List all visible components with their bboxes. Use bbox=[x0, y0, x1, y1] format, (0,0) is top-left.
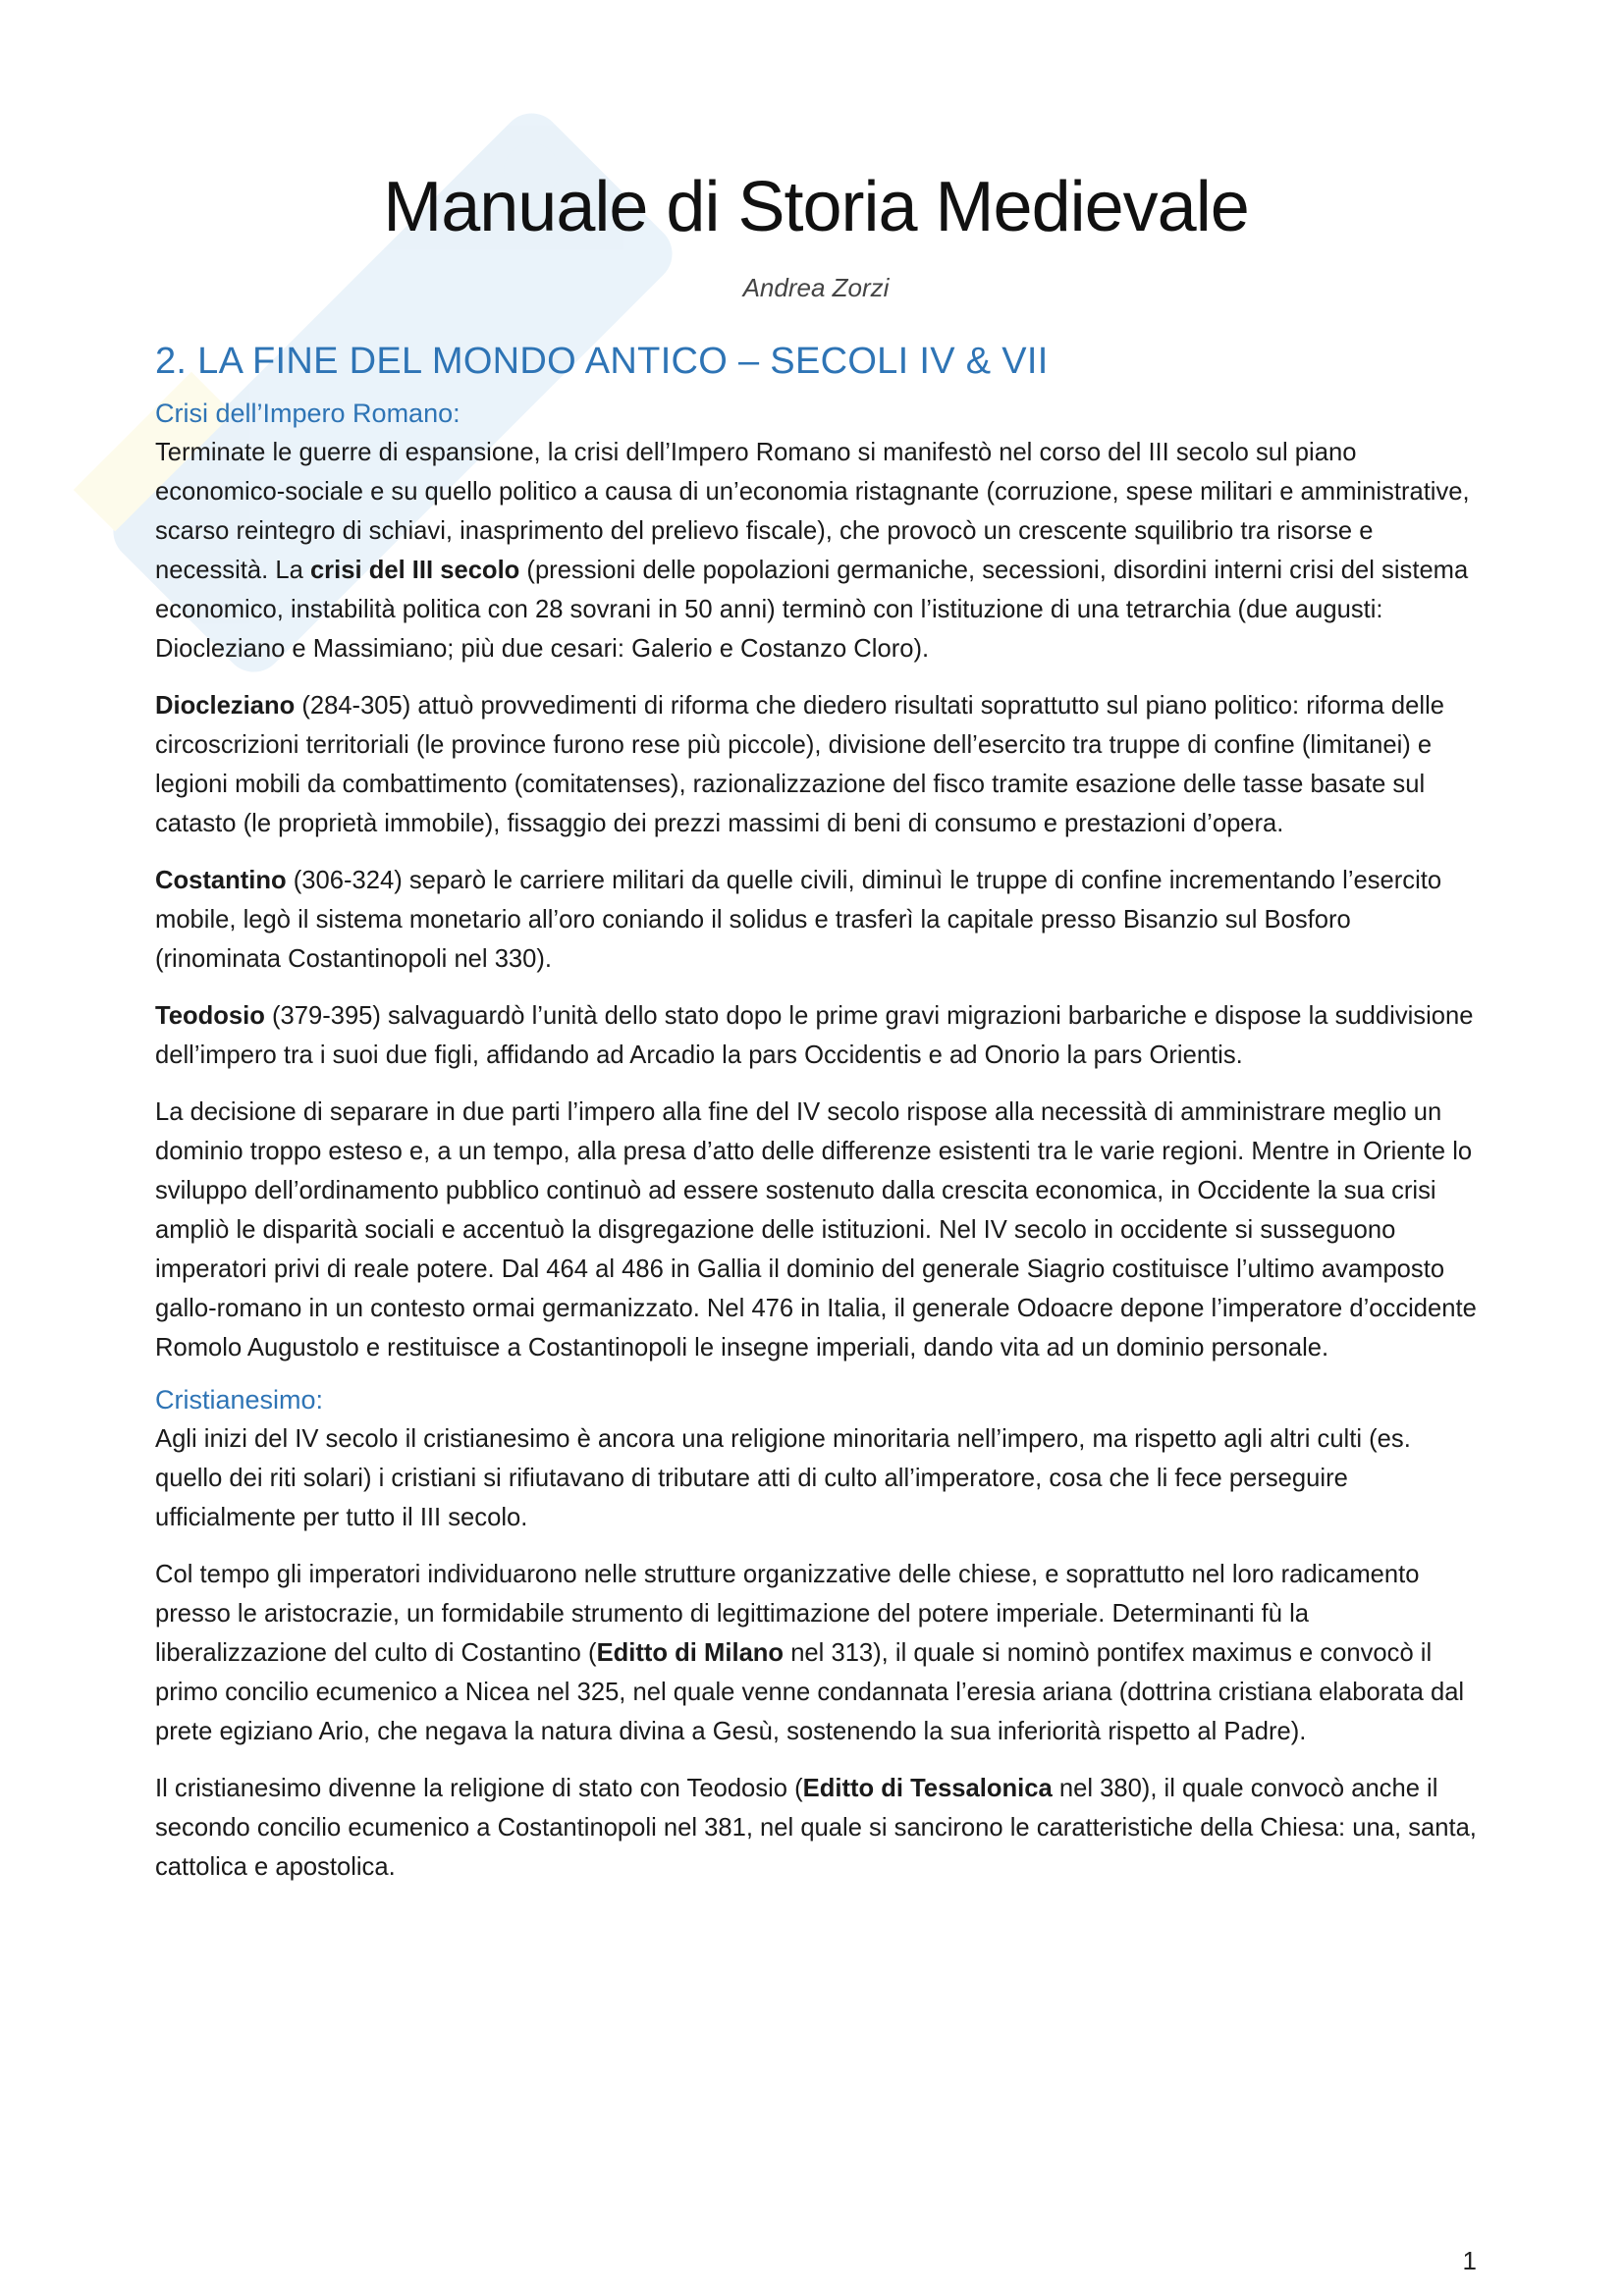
bold-term: Teodosio bbox=[155, 1002, 265, 1030]
section-heading: Cristianesimo: bbox=[155, 1385, 324, 1415]
paragraph: Costantino (306-324) separò le carriere militari da quelle civili, diminuì le truppe di confine incrementando l’esercito mobile, legò il sistema monetario all’oro coniando il solidus e trasferì la capitale presso Bisanzio sul Bosforo (rinominata Costantinopoli nel 330). bbox=[155, 867, 1442, 973]
bold-term: Editto di Milano bbox=[596, 1639, 785, 1667]
paragraph: Col tempo gli imperatori individuarono nelle strutture organizzative delle chiese, e soprattutto nel loro radicamento presso le aristocrazie, un formidabile strumento di legittimazione del potere imperiale. Determinanti fù la liberalizzazione del culto di Costantino (Editto di Milano nel 313), il quale si nominò pontifex maximus e convocò il primo concilio ecumenico a Nicea nel 325, nel quale venne condannata l’eresia ariana (dottrina cristiana elaborata dal prete egiziano Ario, che negava la natura divina a Gesù, sostenendo la sua inferiorità rispetto al Padre). bbox=[155, 1561, 1465, 1745]
document-body bbox=[155, 399, 1477, 1887]
paragraph: La decisione di separare in due parti l’impero alla fine del IV secolo rispose alla necessità di amministrare meglio un dominio troppo esteso e, a un tempo, alla presa d’atto delle differenze esistenti tra le varie regioni. Mentre in Oriente lo sviluppo dell’ordinamento pubblico continuò ad essere sostenuto dalla crescita economica, in Occidente la sua crisi ampliò le disparità sociali e accentuò la disgregazione delle istituzioni. Nel IV secolo in occidente si susseguono imperatori privi di reale potere. Dal 464 al 486 in Gallia il dominio del generale Siagrio costituisce l’ultimo avamposto gallo-romano in un contesto ormai germanizzato. Nel 476 in Italia, il generale Odoacre depone l’imperatore d’occidente Romolo Augustolo e restituisce a Costantinopoli le insegne imperiali, dando vita ad un dominio personale. bbox=[155, 1098, 1477, 1362]
bold-term: crisi del III secolo bbox=[309, 557, 520, 584]
paragraph: Teodosio (379-395) salvaguardò l’unità dello stato dopo le prime gravi migrazioni barbariche e dispose la suddivisione dell’impero tra i suoi due figli, affidando ad Arcadio la pars Occidentis e ad Onorio la pars Orientis. bbox=[155, 1002, 1474, 1069]
bold-term: Diocleziano bbox=[155, 692, 296, 720]
chapter-heading: 2. LA FINE DEL MONDO ANTICO – SECOLI IV & VII bbox=[155, 341, 1049, 382]
bold-term: Costantino bbox=[155, 867, 287, 894]
paragraph: Terminate le guerre di espansione, la crisi dell’Impero Romano si manifestò nel corso del III secolo sul piano economico-sociale e su quello politico a causa di un’economia ristagnante (corruzione, spese militari e amministrative, scarso reintegro di schiavi, inasprimento del prelievo fiscale), che provocò un crescente squilibrio tra risorse e necessità. La crisi del III secolo (pressioni delle popolazioni germaniche, secessioni, disordini interni crisi del sistema economico, instabilità politica con 28 sovrani in 50 anni) terminò con l’istituzione di una tetrarchia (due augusti: Diocleziano e Massimiano; più due cesari: Galerio e Costanzo Cloro). bbox=[155, 439, 1470, 663]
page-number: 1 bbox=[1462, 2246, 1477, 2275]
section-heading: Crisi dell’Impero Romano: bbox=[155, 399, 460, 428]
document-author: Andrea Zorzi bbox=[742, 273, 890, 302]
paragraph: Agli inizi del IV secolo il cristianesimo è ancora una religione minoritaria nell’impero, ma rispetto agli altri culti (es. quello dei riti solari) i cristiani si rifiutavano di tributare atti di culto all’imperatore, cosa che li fece perseguire ufficialmente per tutto il III secolo. bbox=[155, 1425, 1411, 1531]
paragraph: Diocleziano (284-305) attuò provvedimenti di riforma che diedero risultati soprattutto sul piano politico: riforma delle circoscrizioni territoriali (le province furono rese più piccole), divisione dell’esercito tra truppe di confine (limitanei) e legioni mobili da combattimento (comitatenses), razionalizzazione del fisco tramite esazione delle tasse basate sul catasto (le proprietà immobile), fissaggio dei prezzi massimi di beni di consumo e prestazioni d’opera. bbox=[155, 692, 1445, 837]
document-title: Manuale di Storia Medievale bbox=[383, 168, 1249, 246]
bold-term: Editto di Tessalonica bbox=[802, 1775, 1053, 1802]
paragraph: Il cristianesimo divenne la religione di stato con Teodosio (Editto di Tessalonica nel 380), il quale convocò anche il secondo concilio ecumenico a Costantinopoli nel 381, nel quale si sancirono le caratteristiche della Chiesa: una, santa, cattolica e apostolica. bbox=[155, 1775, 1477, 1881]
